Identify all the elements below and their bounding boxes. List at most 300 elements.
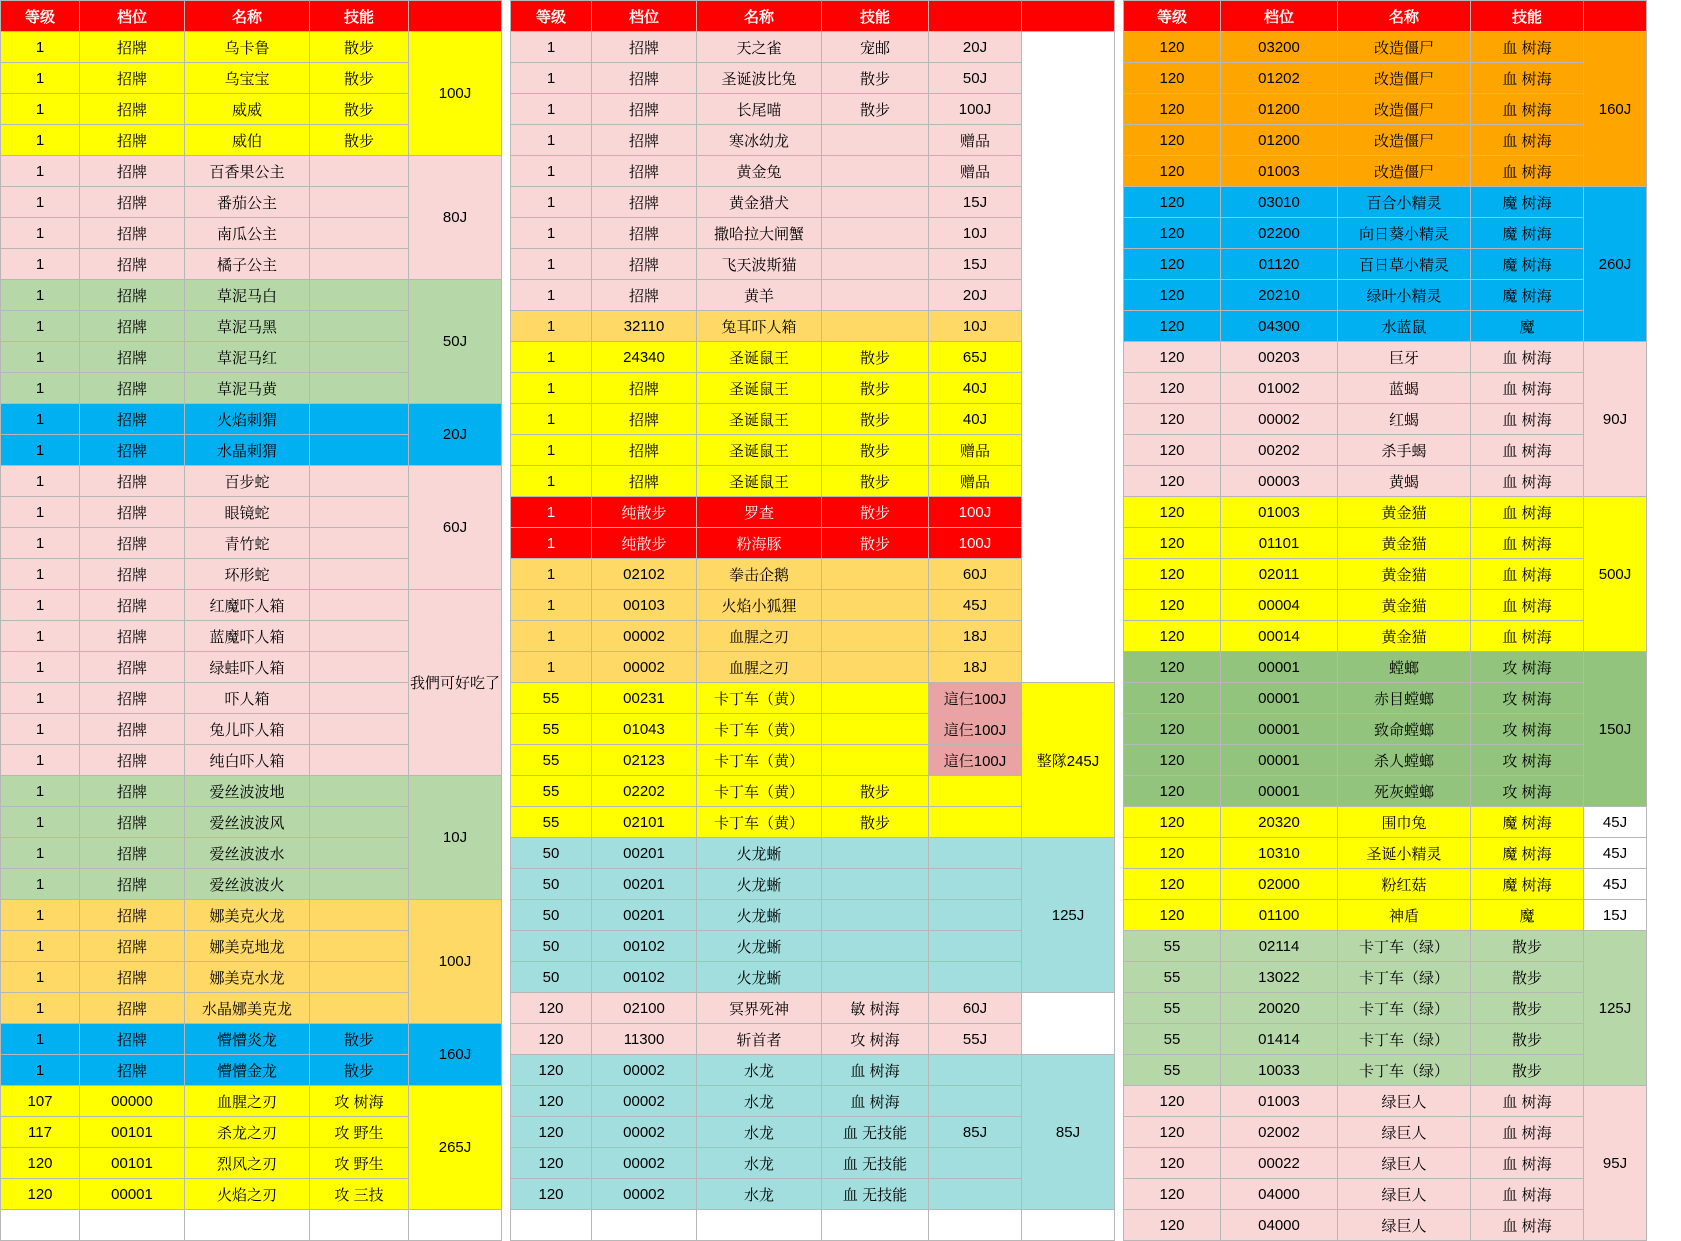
cell[interactable]: 散步 bbox=[1471, 962, 1584, 993]
cell[interactable]: 血腥之刃 bbox=[185, 1086, 310, 1117]
cell[interactable]: 50 bbox=[511, 838, 592, 869]
cell[interactable]: 1 bbox=[1, 373, 80, 404]
cell[interactable]: 01120 bbox=[1221, 249, 1338, 280]
cell[interactable]: 1 bbox=[1, 125, 80, 156]
cell[interactable]: 血 无技能 bbox=[822, 1148, 929, 1179]
cell[interactable]: 散步 bbox=[1471, 993, 1584, 1024]
cell[interactable]: 120 bbox=[1124, 404, 1221, 435]
cell[interactable]: 1 bbox=[1, 621, 80, 652]
cell[interactable]: 1 bbox=[1, 497, 80, 528]
cell[interactable]: 02200 bbox=[1221, 218, 1338, 249]
cell[interactable]: 百合小精灵 bbox=[1338, 187, 1471, 218]
cell[interactable]: 1 bbox=[511, 187, 592, 218]
cell[interactable]: 血 树海 bbox=[1471, 528, 1584, 559]
cell[interactable]: 散步 bbox=[822, 342, 929, 373]
cell[interactable]: 螳螂 bbox=[1338, 652, 1471, 683]
cell[interactable]: 120 bbox=[511, 1179, 592, 1210]
cell[interactable]: 绿叶小精灵 bbox=[1338, 280, 1471, 311]
cell[interactable]: 招牌 bbox=[80, 1055, 185, 1086]
cell[interactable]: 85J bbox=[929, 1117, 1022, 1148]
cell[interactable]: 绿巨人 bbox=[1338, 1086, 1471, 1117]
cell[interactable]: 10J bbox=[929, 218, 1022, 249]
cell[interactable] bbox=[929, 962, 1022, 993]
cell[interactable]: 1 bbox=[511, 466, 592, 497]
cell[interactable] bbox=[511, 1210, 592, 1241]
cell[interactable]: 圣诞鼠王 bbox=[697, 466, 822, 497]
cell[interactable] bbox=[822, 838, 929, 869]
cell[interactable]: 爱丝波波地 bbox=[185, 776, 310, 807]
table-row[interactable] bbox=[1124, 621, 1647, 652]
cell[interactable]: 1 bbox=[1, 63, 80, 94]
cell[interactable]: 120 bbox=[511, 1024, 592, 1055]
cell[interactable] bbox=[310, 993, 409, 1024]
cell[interactable]: 招牌 bbox=[592, 373, 697, 404]
price-cell[interactable]: 100J bbox=[409, 32, 502, 156]
cell[interactable]: 招牌 bbox=[80, 745, 185, 776]
cell[interactable]: 1 bbox=[1, 342, 80, 373]
table-row[interactable] bbox=[1124, 1024, 1647, 1055]
cell[interactable]: 卡丁车（黄） bbox=[697, 683, 822, 714]
table-row[interactable] bbox=[1124, 993, 1647, 1024]
cell[interactable]: 蓝魔吓人箱 bbox=[185, 621, 310, 652]
cell[interactable]: 120 bbox=[1124, 187, 1221, 218]
cell[interactable]: 散步 bbox=[822, 466, 929, 497]
price-cell[interactable]: 45J bbox=[1584, 838, 1647, 869]
table-row[interactable] bbox=[1124, 435, 1647, 466]
cell[interactable]: 55 bbox=[511, 714, 592, 745]
cell[interactable] bbox=[310, 962, 409, 993]
cell[interactable]: 魔 树海 bbox=[1471, 280, 1584, 311]
cell[interactable]: 纯散步 bbox=[592, 528, 697, 559]
cell[interactable]: 圣诞波比兔 bbox=[697, 63, 822, 94]
cell[interactable]: 招牌 bbox=[592, 94, 697, 125]
cell[interactable]: 魔 树海 bbox=[1471, 807, 1584, 838]
table-row[interactable] bbox=[1124, 714, 1647, 745]
cell[interactable]: 02202 bbox=[592, 776, 697, 807]
table-row[interactable] bbox=[1124, 652, 1647, 683]
cell[interactable]: 血 树海 bbox=[1471, 1117, 1584, 1148]
cell[interactable]: 50 bbox=[511, 962, 592, 993]
cell[interactable]: 100J bbox=[929, 94, 1022, 125]
cell[interactable] bbox=[822, 869, 929, 900]
cell[interactable]: 招牌 bbox=[80, 838, 185, 869]
cell[interactable]: 水龙 bbox=[697, 1055, 822, 1086]
cell[interactable]: 血 树海 bbox=[1471, 1179, 1584, 1210]
cell[interactable]: 卡丁车（绿） bbox=[1338, 962, 1471, 993]
cell[interactable] bbox=[822, 218, 929, 249]
cell[interactable]: 攻 树海 bbox=[822, 1024, 929, 1055]
cell[interactable]: 改造僵尸 bbox=[1338, 156, 1471, 187]
cell[interactable]: 黄金兔 bbox=[697, 156, 822, 187]
cell[interactable]: 01003 bbox=[1221, 156, 1338, 187]
cell[interactable]: 00002 bbox=[592, 1117, 697, 1148]
cell[interactable]: 招牌 bbox=[592, 435, 697, 466]
cell[interactable]: 00201 bbox=[592, 900, 697, 931]
cell[interactable]: 120 bbox=[1124, 838, 1221, 869]
cell[interactable] bbox=[310, 621, 409, 652]
cell[interactable]: 20210 bbox=[1221, 280, 1338, 311]
table-row[interactable] bbox=[1124, 218, 1647, 249]
cell[interactable]: 草泥马黑 bbox=[185, 311, 310, 342]
price-cell[interactable] bbox=[409, 1210, 502, 1241]
cell[interactable]: 散步 bbox=[310, 1055, 409, 1086]
cell[interactable]: 120 bbox=[1124, 466, 1221, 497]
cell[interactable]: 00101 bbox=[80, 1148, 185, 1179]
cell[interactable] bbox=[822, 187, 929, 218]
price-cell[interactable]: 我們可好吃了 bbox=[409, 590, 502, 776]
cell[interactable]: 120 bbox=[511, 1148, 592, 1179]
cell[interactable]: 招牌 bbox=[592, 156, 697, 187]
cell[interactable]: 40J bbox=[929, 404, 1022, 435]
cell[interactable]: 魔 树海 bbox=[1471, 249, 1584, 280]
cell[interactable]: 水晶娜美克龙 bbox=[185, 993, 310, 1024]
cell[interactable]: 血 树海 bbox=[1471, 1210, 1584, 1241]
cell[interactable]: 120 bbox=[1124, 776, 1221, 807]
price-cell[interactable]: 85J bbox=[1022, 1055, 1115, 1210]
table-row[interactable] bbox=[1, 1086, 502, 1117]
price-cell[interactable] bbox=[1022, 993, 1115, 1055]
table-row[interactable] bbox=[1, 32, 502, 63]
cell[interactable]: 120 bbox=[1124, 311, 1221, 342]
cell[interactable]: 散步 bbox=[1471, 931, 1584, 962]
table-row[interactable] bbox=[1124, 1086, 1647, 1117]
cell[interactable] bbox=[310, 404, 409, 435]
table-row[interactable] bbox=[1, 1210, 502, 1241]
cell[interactable]: 血 树海 bbox=[1471, 63, 1584, 94]
cell[interactable]: 红蝎 bbox=[1338, 404, 1471, 435]
cell[interactable]: 招牌 bbox=[80, 962, 185, 993]
cell[interactable]: 1 bbox=[1, 249, 80, 280]
cell[interactable]: 纯散步 bbox=[592, 497, 697, 528]
cell[interactable]: 招牌 bbox=[80, 900, 185, 931]
table-row[interactable] bbox=[1124, 404, 1647, 435]
table-row[interactable] bbox=[1124, 497, 1647, 528]
cell[interactable]: 00202 bbox=[1221, 435, 1338, 466]
cell[interactable]: 向日葵小精灵 bbox=[1338, 218, 1471, 249]
cell[interactable]: 1 bbox=[511, 63, 592, 94]
cell[interactable]: 蓝蝎 bbox=[1338, 373, 1471, 404]
cell[interactable]: 赠品 bbox=[929, 125, 1022, 156]
cell[interactable]: 55J bbox=[929, 1024, 1022, 1055]
cell[interactable]: 01202 bbox=[1221, 63, 1338, 94]
cell[interactable]: 散步 bbox=[310, 125, 409, 156]
cell[interactable]: 天之雀 bbox=[697, 32, 822, 63]
table-row[interactable] bbox=[1124, 1055, 1647, 1086]
cell[interactable]: 03200 bbox=[1221, 32, 1338, 63]
table-row[interactable] bbox=[1, 776, 502, 807]
cell[interactable]: 1 bbox=[1, 590, 80, 621]
cell[interactable]: 120 bbox=[1124, 1179, 1221, 1210]
cell[interactable]: 绿巨人 bbox=[1338, 1210, 1471, 1241]
cell[interactable]: 招牌 bbox=[592, 466, 697, 497]
cell[interactable]: 攻 树海 bbox=[1471, 776, 1584, 807]
cell[interactable]: 血 树海 bbox=[1471, 497, 1584, 528]
cell[interactable]: 117 bbox=[1, 1117, 80, 1148]
table-row[interactable] bbox=[1, 1024, 502, 1055]
price-cell[interactable]: 15J bbox=[1584, 900, 1647, 931]
cell[interactable]: 赠品 bbox=[929, 435, 1022, 466]
cell[interactable] bbox=[822, 714, 929, 745]
cell[interactable]: 1 bbox=[511, 528, 592, 559]
cell[interactable] bbox=[822, 249, 929, 280]
cell[interactable]: 攻 三技 bbox=[310, 1179, 409, 1210]
table-row[interactable] bbox=[1124, 900, 1647, 931]
cell[interactable] bbox=[929, 1210, 1022, 1241]
table-row[interactable] bbox=[1124, 187, 1647, 218]
cell[interactable]: 环形蛇 bbox=[185, 559, 310, 590]
cell[interactable] bbox=[310, 342, 409, 373]
cell[interactable]: 卡丁车（黄） bbox=[697, 745, 822, 776]
cell[interactable]: 圣诞鼠王 bbox=[697, 404, 822, 435]
cell[interactable]: 1 bbox=[511, 218, 592, 249]
cell[interactable]: 1 bbox=[511, 559, 592, 590]
cell[interactable]: 散步 bbox=[822, 373, 929, 404]
cell[interactable]: 1 bbox=[1, 280, 80, 311]
price-cell[interactable]: 95J bbox=[1584, 1086, 1647, 1241]
cell[interactable]: 120 bbox=[1124, 683, 1221, 714]
cell[interactable]: 1 bbox=[511, 621, 592, 652]
cell[interactable] bbox=[822, 280, 929, 311]
cell[interactable]: 乌卡鲁 bbox=[185, 32, 310, 63]
cell[interactable]: 血 树海 bbox=[1471, 1148, 1584, 1179]
cell[interactable]: 1 bbox=[511, 497, 592, 528]
cell[interactable]: 冥界死神 bbox=[697, 993, 822, 1024]
cell[interactable]: 招牌 bbox=[592, 32, 697, 63]
cell[interactable]: 120 bbox=[1124, 156, 1221, 187]
cell[interactable]: 55 bbox=[511, 683, 592, 714]
cell[interactable]: 招牌 bbox=[80, 652, 185, 683]
cell[interactable]: 百香果公主 bbox=[185, 156, 310, 187]
cell[interactable]: 血 树海 bbox=[1471, 590, 1584, 621]
cell[interactable]: 55 bbox=[511, 745, 592, 776]
table-row[interactable] bbox=[1124, 962, 1647, 993]
cell[interactable]: 招牌 bbox=[80, 931, 185, 962]
cell[interactable]: 13022 bbox=[1221, 962, 1338, 993]
cell[interactable]: 15J bbox=[929, 187, 1022, 218]
cell[interactable]: 這仨100J bbox=[929, 714, 1022, 745]
cell[interactable]: 草泥马红 bbox=[185, 342, 310, 373]
cell[interactable]: 爱丝波波风 bbox=[185, 807, 310, 838]
cell[interactable]: 1 bbox=[1, 404, 80, 435]
price-cell[interactable]: 90J bbox=[1584, 342, 1647, 497]
cell[interactable]: 1 bbox=[1, 32, 80, 63]
cell[interactable]: 1 bbox=[1, 1055, 80, 1086]
cell[interactable]: 火焰刺猬 bbox=[185, 404, 310, 435]
table-row[interactable] bbox=[1, 900, 502, 931]
cell[interactable] bbox=[822, 745, 929, 776]
cell[interactable]: 草泥马白 bbox=[185, 280, 310, 311]
cell[interactable]: 粉海豚 bbox=[697, 528, 822, 559]
cell[interactable]: 00001 bbox=[1221, 714, 1338, 745]
table-row[interactable] bbox=[511, 32, 1115, 63]
cell[interactable]: 1 bbox=[1, 1024, 80, 1055]
cell[interactable]: 00001 bbox=[1221, 745, 1338, 776]
cell[interactable]: 爱丝波波火 bbox=[185, 869, 310, 900]
cell[interactable]: 1 bbox=[1, 931, 80, 962]
cell[interactable]: 120 bbox=[1124, 435, 1221, 466]
cell[interactable] bbox=[822, 931, 929, 962]
table-row[interactable] bbox=[1124, 311, 1647, 342]
cell[interactable] bbox=[310, 559, 409, 590]
cell[interactable]: 招牌 bbox=[80, 373, 185, 404]
cell[interactable]: 1 bbox=[511, 280, 592, 311]
cell[interactable]: 120 bbox=[511, 993, 592, 1024]
cell[interactable]: 火龙蜥 bbox=[697, 900, 822, 931]
cell[interactable]: 招牌 bbox=[80, 156, 185, 187]
cell[interactable]: 血腥之刃 bbox=[697, 652, 822, 683]
table-row[interactable] bbox=[1, 404, 502, 435]
table-row[interactable] bbox=[1124, 559, 1647, 590]
cell[interactable]: 散步 bbox=[822, 497, 929, 528]
cell[interactable]: 招牌 bbox=[80, 776, 185, 807]
cell[interactable]: 00102 bbox=[592, 962, 697, 993]
cell[interactable]: 50J bbox=[929, 63, 1022, 94]
cell[interactable]: 围巾兔 bbox=[1338, 807, 1471, 838]
cell[interactable]: 00000 bbox=[80, 1086, 185, 1117]
cell[interactable]: 圣诞鼠王 bbox=[697, 373, 822, 404]
table-row[interactable] bbox=[1124, 931, 1647, 962]
cell[interactable] bbox=[185, 1210, 310, 1241]
cell[interactable]: 24340 bbox=[592, 342, 697, 373]
table-row[interactable] bbox=[1124, 838, 1647, 869]
cell[interactable]: 散步 bbox=[822, 776, 929, 807]
cell[interactable]: 120 bbox=[1124, 32, 1221, 63]
cell[interactable]: 60J bbox=[929, 559, 1022, 590]
cell[interactable]: 招牌 bbox=[80, 869, 185, 900]
cell[interactable]: 火龙蜥 bbox=[697, 931, 822, 962]
cell[interactable] bbox=[310, 1210, 409, 1241]
cell[interactable]: 散步 bbox=[822, 94, 929, 125]
cell[interactable]: 00231 bbox=[592, 683, 697, 714]
cell[interactable]: 招牌 bbox=[80, 32, 185, 63]
cell[interactable] bbox=[310, 652, 409, 683]
cell[interactable]: 水蓝鼠 bbox=[1338, 311, 1471, 342]
cell[interactable]: 绿巨人 bbox=[1338, 1117, 1471, 1148]
cell[interactable]: 黄金猎犬 bbox=[697, 187, 822, 218]
cell[interactable]: 水龙 bbox=[697, 1117, 822, 1148]
cell[interactable]: 02102 bbox=[592, 559, 697, 590]
cell[interactable]: 粉红菇 bbox=[1338, 869, 1471, 900]
cell[interactable]: 20J bbox=[929, 32, 1022, 63]
cell[interactable]: 10J bbox=[929, 311, 1022, 342]
cell[interactable]: 40J bbox=[929, 373, 1022, 404]
cell[interactable]: 招牌 bbox=[592, 404, 697, 435]
cell[interactable]: 圣诞小精灵 bbox=[1338, 838, 1471, 869]
cell[interactable]: 黄金猫 bbox=[1338, 528, 1471, 559]
price-cell[interactable]: 80J bbox=[409, 156, 502, 280]
cell[interactable]: 招牌 bbox=[80, 125, 185, 156]
cell[interactable]: 招牌 bbox=[80, 187, 185, 218]
cell[interactable]: 血 无技能 bbox=[822, 1117, 929, 1148]
cell[interactable]: 攻 野生 bbox=[310, 1117, 409, 1148]
cell[interactable]: 1 bbox=[1, 559, 80, 590]
cell[interactable] bbox=[822, 559, 929, 590]
table-row[interactable] bbox=[1124, 32, 1647, 63]
table-row[interactable] bbox=[1124, 280, 1647, 311]
cell[interactable]: 攻 野生 bbox=[310, 1148, 409, 1179]
cell[interactable]: 1 bbox=[511, 311, 592, 342]
cell[interactable]: 黄金猫 bbox=[1338, 497, 1471, 528]
cell[interactable]: 01003 bbox=[1221, 497, 1338, 528]
cell[interactable]: 1 bbox=[1, 156, 80, 187]
cell[interactable]: 1 bbox=[1, 652, 80, 683]
cell[interactable]: 招牌 bbox=[592, 187, 697, 218]
cell[interactable]: 招牌 bbox=[80, 280, 185, 311]
table-row[interactable] bbox=[1124, 1117, 1647, 1148]
cell[interactable]: 02000 bbox=[1221, 869, 1338, 900]
cell[interactable]: 65J bbox=[929, 342, 1022, 373]
table-row[interactable] bbox=[1124, 249, 1647, 280]
cell[interactable]: 1 bbox=[1, 311, 80, 342]
cell[interactable]: 圣诞鼠王 bbox=[697, 435, 822, 466]
cell[interactable]: 卡丁车（绿） bbox=[1338, 1024, 1471, 1055]
price-cell[interactable]: 整隊245J bbox=[1022, 683, 1115, 838]
cell[interactable]: 火焰之刃 bbox=[185, 1179, 310, 1210]
cell[interactable]: 火龙蜥 bbox=[697, 962, 822, 993]
table-row[interactable] bbox=[511, 683, 1115, 714]
cell[interactable]: 血 树海 bbox=[822, 1086, 929, 1117]
cell[interactable]: 招牌 bbox=[80, 311, 185, 342]
cell[interactable]: 散步 bbox=[1471, 1055, 1584, 1086]
cell[interactable]: 水晶刺猬 bbox=[185, 435, 310, 466]
cell[interactable]: 00002 bbox=[592, 1179, 697, 1210]
cell[interactable]: 01200 bbox=[1221, 125, 1338, 156]
cell[interactable]: 02100 bbox=[592, 993, 697, 1024]
price-cell[interactable]: 50J bbox=[409, 280, 502, 404]
cell[interactable]: 招牌 bbox=[80, 528, 185, 559]
cell[interactable]: 120 bbox=[1124, 94, 1221, 125]
cell[interactable]: 威伯 bbox=[185, 125, 310, 156]
cell[interactable]: 魔 bbox=[1471, 900, 1584, 931]
cell[interactable]: 04300 bbox=[1221, 311, 1338, 342]
cell[interactable]: 01414 bbox=[1221, 1024, 1338, 1055]
cell[interactable]: 招牌 bbox=[80, 497, 185, 528]
cell[interactable]: 血 无技能 bbox=[822, 1179, 929, 1210]
cell[interactable]: 黄金猫 bbox=[1338, 559, 1471, 590]
cell[interactable] bbox=[822, 311, 929, 342]
price-cell[interactable]: 125J bbox=[1584, 931, 1647, 1086]
cell[interactable]: 魔 树海 bbox=[1471, 869, 1584, 900]
cell[interactable]: 招牌 bbox=[80, 94, 185, 125]
cell[interactable]: 120 bbox=[1124, 280, 1221, 311]
cell[interactable] bbox=[310, 435, 409, 466]
cell[interactable]: 招牌 bbox=[592, 63, 697, 94]
price-cell[interactable]: 10J bbox=[409, 776, 502, 900]
cell[interactable]: 招牌 bbox=[80, 807, 185, 838]
cell[interactable]: 黄蝎 bbox=[1338, 466, 1471, 497]
cell[interactable]: 1 bbox=[1, 683, 80, 714]
cell[interactable]: 散步 bbox=[310, 32, 409, 63]
cell[interactable]: 20320 bbox=[1221, 807, 1338, 838]
cell[interactable]: 致命螳螂 bbox=[1338, 714, 1471, 745]
cell[interactable]: 改造僵尸 bbox=[1338, 94, 1471, 125]
table-row[interactable] bbox=[1, 590, 502, 621]
cell[interactable]: 1 bbox=[1, 435, 80, 466]
cell[interactable]: 乌宝宝 bbox=[185, 63, 310, 94]
cell[interactable]: 00004 bbox=[1221, 590, 1338, 621]
cell[interactable]: 01003 bbox=[1221, 1086, 1338, 1117]
cell[interactable]: 纯白吓人箱 bbox=[185, 745, 310, 776]
cell[interactable]: 水龙 bbox=[697, 1086, 822, 1117]
cell[interactable]: 01043 bbox=[592, 714, 697, 745]
cell[interactable]: 00001 bbox=[1221, 776, 1338, 807]
table-row[interactable] bbox=[1124, 63, 1647, 94]
cell[interactable]: 02114 bbox=[1221, 931, 1338, 962]
cell[interactable]: 1 bbox=[511, 590, 592, 621]
cell[interactable]: 55 bbox=[1124, 1055, 1221, 1086]
cell[interactable]: 120 bbox=[1124, 714, 1221, 745]
cell[interactable]: 招牌 bbox=[592, 218, 697, 249]
